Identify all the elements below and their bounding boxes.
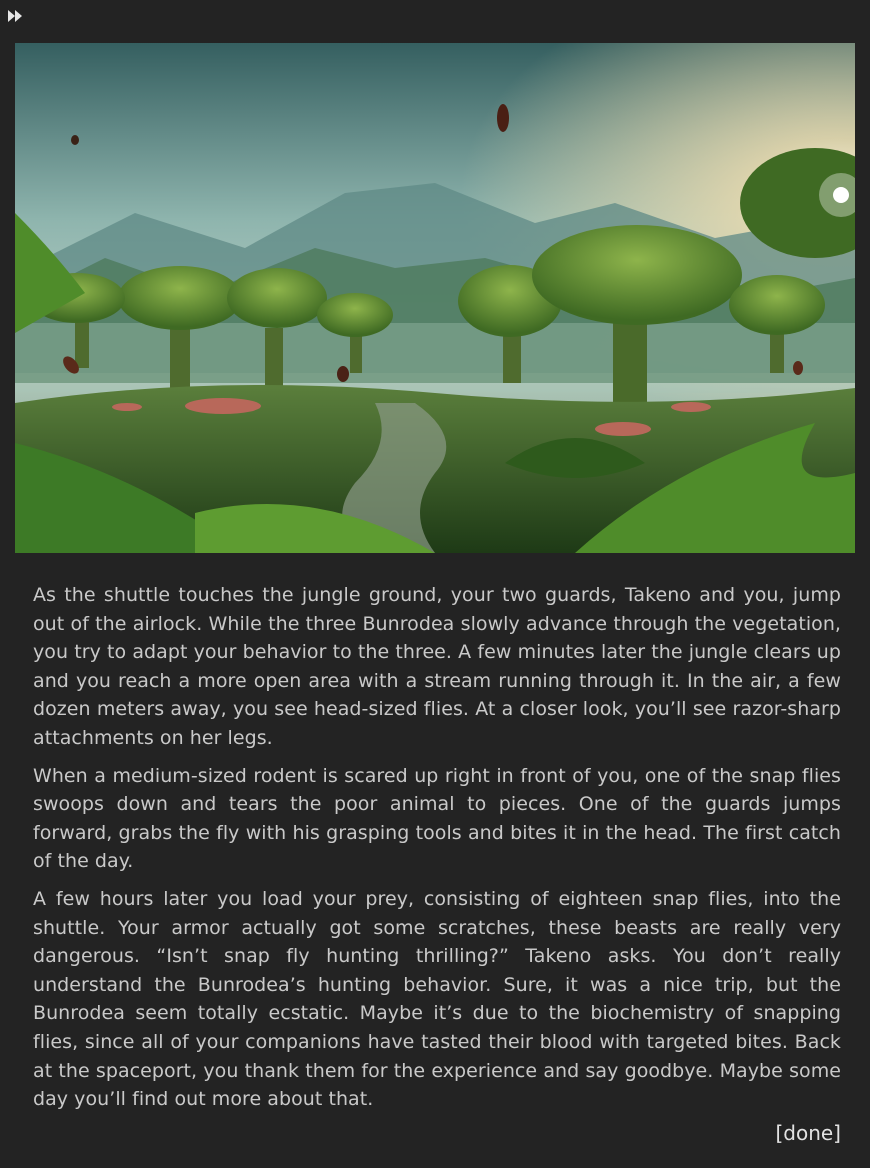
story-paragraph-1: As the shuttle touches the jungle ground, your two guards, Takeno and you, jump out of the airlock. While the three Bunrodea slowly advance through the vegetation, you try to adapt your behavior to the three. A few minutes later the jungle clears up and you reach a more open area with a stream running through it. In the air, a few dozen meters away, you see head-sized flies. At a closer look, you’ll see razor-sharp attachments on her legs. — [33, 584, 841, 749]
fast-forward-icon[interactable] — [7, 8, 25, 22]
jungle-scene-illustration — [15, 43, 855, 553]
story-paragraph-2: When a medium-sized rodent is scared up right in front of you, one of the snap flies swoops down and tears the poor animal to pieces. One of the guards jumps forward, grabs the fly with his grasping tools and bites it in the head. The first catch of the day. — [33, 764, 841, 873]
story-text — [33, 581, 841, 1123]
top-toolbar — [0, 0, 870, 30]
jungle-scene-image — [15, 43, 855, 553]
done-link[interactable]: [done] — [775, 1121, 841, 1145]
story-paragraph-3: A few hours later you load your prey, consisting of eighteen snap flies, into the shuttle. Your armor actually got some scratches, these beasts are really very dangerous. “Isn’t snap fly hunting thrilling?” Takeno asks. You don’t really understand the Bunrodea’s hunting behavior. Sure, it was a nice trip, but the Bunrodea seem totally ecstatic. Maybe it’s due to the biochemistry of snapping flies, since all of your companions have tasted their blood with targeted bites. Back at the spaceport, you thank them for the experience and say goodbye. Maybe some day you’ll find out more about that. — [33, 887, 841, 1111]
